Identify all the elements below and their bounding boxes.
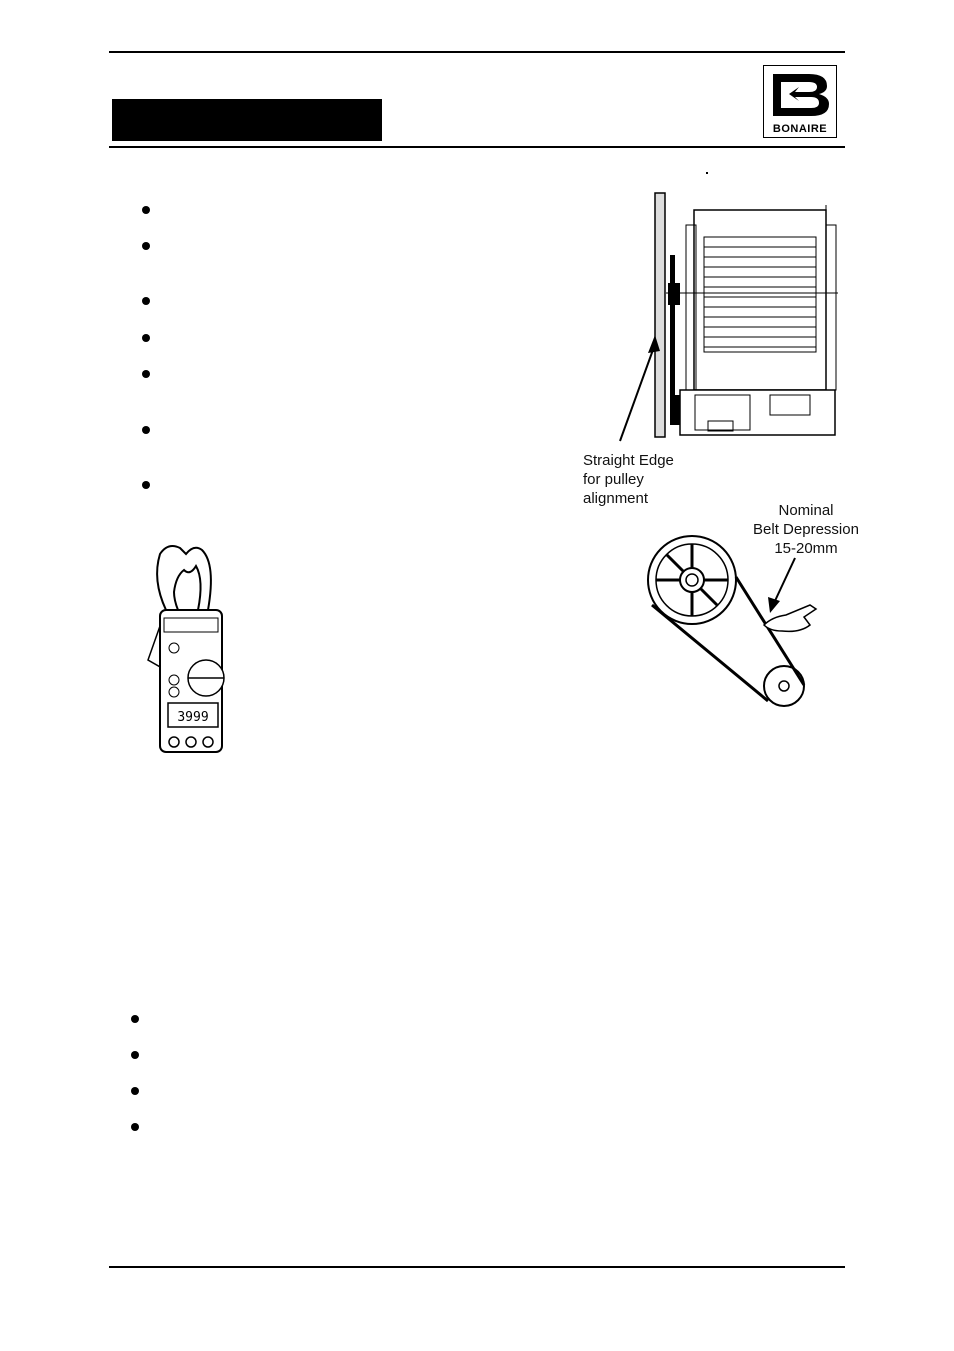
frame-right: [826, 225, 836, 390]
straight-edge: [655, 193, 665, 437]
belt-tension-figure: [640, 525, 840, 710]
bullet-3: [142, 297, 150, 305]
stray-mark: [706, 172, 708, 174]
straight-edge-caption: [583, 451, 674, 508]
bullet-2: [142, 242, 150, 250]
bullet-8: [131, 1015, 139, 1023]
footer-rule: [109, 1266, 845, 1268]
depression-arrow: [774, 558, 795, 603]
header-bottom-rule: [109, 146, 845, 148]
bullet-11: [131, 1123, 139, 1131]
caption-line: 15-20mm: [774, 540, 838, 557]
caption-line: Belt Depression: [753, 521, 859, 538]
section-title-bar: [112, 99, 382, 141]
caption-line: Nominal: [778, 502, 834, 519]
fan-wheel: [704, 237, 816, 352]
bullet-4: [142, 334, 150, 342]
bullet-9: [131, 1051, 139, 1059]
pointer-arrow: [620, 347, 654, 441]
clamp-jaws: [157, 546, 211, 610]
bullet-6: [142, 426, 150, 434]
bullet-7: [142, 481, 150, 489]
bonaire-logo: [763, 65, 837, 138]
motor-base: [680, 390, 835, 435]
bullet-5: [142, 370, 150, 378]
caption-line: Straight Edge: [583, 452, 674, 469]
motor-pulley: [670, 395, 680, 425]
header-top-rule: [109, 51, 845, 53]
fan-pulley: [668, 283, 680, 305]
bonaire-arrow-icon: [769, 70, 833, 118]
display-reading: 3999: [177, 710, 209, 725]
caption-line: alignment: [583, 490, 649, 507]
logo-text: BONAIRE: [772, 123, 828, 135]
bullet-1: [142, 206, 150, 214]
caption-line: for pulley: [583, 471, 644, 488]
pulley-alignment-figure: [600, 185, 845, 450]
bullet-10: [131, 1087, 139, 1095]
clamp-meter-figure: [140, 540, 230, 755]
